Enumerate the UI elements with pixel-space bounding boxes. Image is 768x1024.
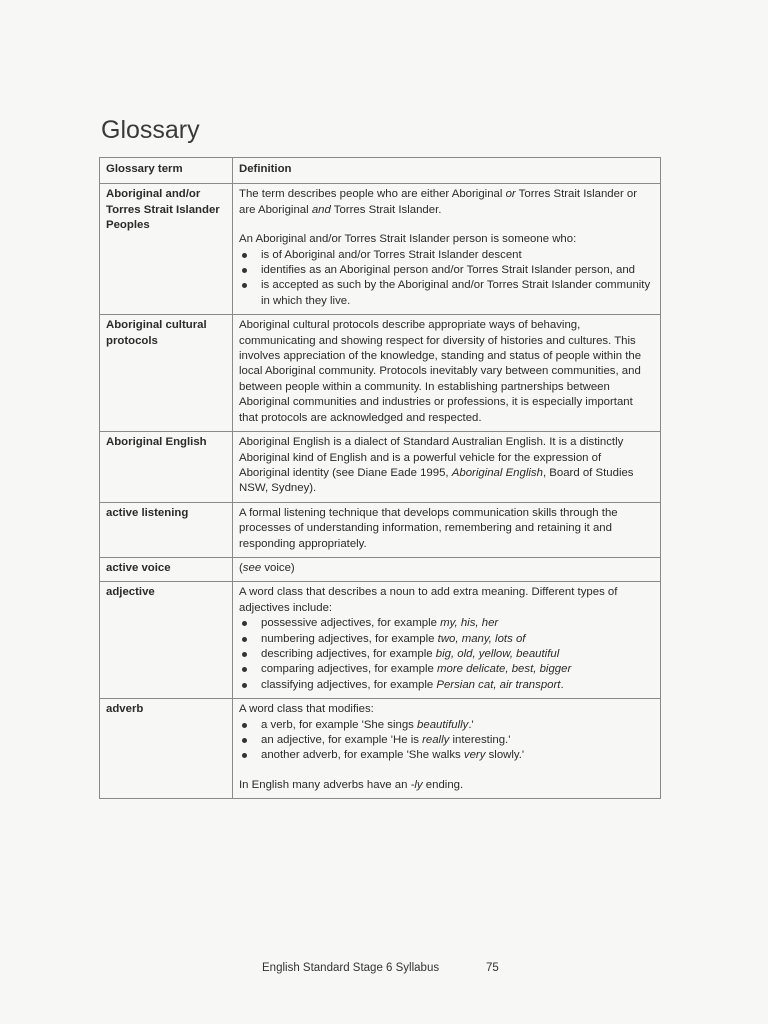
text-run: describing adjectives, for example [261,647,436,660]
definition-paragraph [239,702,654,717]
glossary-definition [233,315,661,432]
glossary-table [99,157,661,799]
italic-text: my, his, her [440,617,499,630]
definition-paragraph [239,778,654,793]
definition-paragraph [239,506,654,552]
italic-text: big, old, yellow, beautiful [435,647,560,660]
list-item [239,748,654,763]
text-run: slowly.' [485,749,525,762]
text-run: interesting.' [449,734,511,746]
glossary-term: Aboriginal and/or Torres Strait Islander Peoples [100,184,233,315]
table-row [100,432,661,503]
text-run: voice) [261,561,295,574]
table-row [100,502,661,557]
table-row [100,184,661,315]
italic-text: really [422,734,450,746]
text-run: an adjective, for example 'He is [261,734,423,746]
glossary-definition [233,184,661,315]
glossary-term: adjective [100,582,233,699]
text-run: a verb, for example 'She sings [261,718,418,731]
list-item [239,632,654,647]
text-run: is accepted as such by the Aboriginal and/or Torres Strait Islander community in which they live. [261,279,651,307]
list-item [239,248,654,263]
page-title: Glossary [101,116,200,144]
text-run: An Aboriginal and/or Torres Strait Islander person is someone who: [239,233,577,246]
text-run: A word class that modifies: [239,703,374,716]
italic-text: or [505,188,516,201]
text-run: . [560,678,564,691]
definition-paragraph [239,232,654,247]
text-run: Aboriginal cultural protocols describe appropriate ways of behaving, communicating and showing respect for diversity of histories and cultures. This involves appreciation of the knowledge, standing and status of people within the local Aboriginal community. Protocols inevitably vary between communities, and between people within a community. In establishing partnerships between Aboriginal communities and industries or professions, it is especially important that protocols are acknowledged and respected. [239,319,642,424]
italic-text: see [242,561,262,574]
glossary-term: active voice [100,557,233,581]
italic-text: two, many, lots of [437,632,526,645]
text-run: identifies as an Aboriginal person and/or Torres Strait Islander person, and [261,264,636,277]
table-row [100,315,661,432]
list-item [239,616,654,631]
table-row [100,582,661,699]
text-run: possessive adjectives, for example [261,617,441,630]
glossary-definition [233,699,661,799]
table-header-row [100,158,661,184]
italic-text: more delicate, best, bigger [437,663,572,676]
bullet-list [239,718,654,764]
text-run: classifying adjectives, for example [261,678,437,691]
page-number: 75 [486,962,499,974]
glossary-definition [233,502,661,557]
italic-text: Aboriginal English [451,466,543,479]
definition-paragraph [239,561,654,576]
definition-paragraph [239,435,654,497]
glossary-term: Aboriginal cultural protocols [100,315,233,432]
header-definition: Definition [233,158,661,184]
text-run: Aboriginal English is a dialect of Standard Australian English. It is a distinctly Aboriginal kind of English and is a powerful vehicle for the expression of Aboriginal identity (see Diane Eade 1995, [239,436,624,479]
bullet-list [239,616,654,693]
list-item [239,662,654,677]
glossary-definition [233,582,661,699]
list-item [239,263,654,278]
glossary-body [100,184,661,799]
text-run: ending. [422,778,464,791]
text-run: numbering adjectives, for example [261,632,438,645]
glossary-term: active listening [100,502,233,557]
definition-paragraph [239,318,654,426]
text-run: Torres Strait Islander. [330,203,442,216]
italic-text: Persian cat, air transport [436,678,561,691]
glossary-term: adverb [100,699,233,799]
bullet-list [239,248,654,310]
text-run: The term describes people who are either Aboriginal [239,188,506,201]
text-run: comparing adjectives, for example [261,663,438,676]
text-run: A word class that describes a noun to add extra meaning. Different types of adjectives include: [239,586,618,614]
definition-paragraph [239,187,654,218]
table-row [100,699,661,799]
text-run: A formal listening technique that develops communication skills through the processes of understanding information, remembering and retaining it and responding appropriately. [239,506,618,550]
list-item [239,718,654,733]
text-run: , Board of Studies NSW, Sydney). [239,466,634,495]
text-run: Torres Strait Islander or are Aboriginal [239,188,638,216]
italic-text: beautifully [417,718,469,731]
list-item [239,278,654,309]
italic-text: and [311,203,331,216]
italic-text: very [463,749,486,762]
text-run: In English many adverbs have an [239,778,411,791]
glossary-definition [233,557,661,581]
table-row [100,557,661,581]
text-run: another adverb, for example 'She walks [261,749,464,762]
italic-text: -ly [410,778,423,791]
text-run: is of Aboriginal and/or Torres Strait Islander descent [261,248,522,261]
glossary-definition [233,432,661,503]
footer-title: English Standard Stage 6 Syllabus [262,962,440,974]
text-run: ( [239,561,243,574]
list-item [239,647,654,662]
text-run: .' [468,718,474,731]
list-item [239,733,654,748]
list-item [239,678,654,693]
header-glossary-term: Glossary term [100,158,233,184]
glossary-term: Aboriginal English [100,432,233,503]
definition-paragraph [239,585,654,616]
